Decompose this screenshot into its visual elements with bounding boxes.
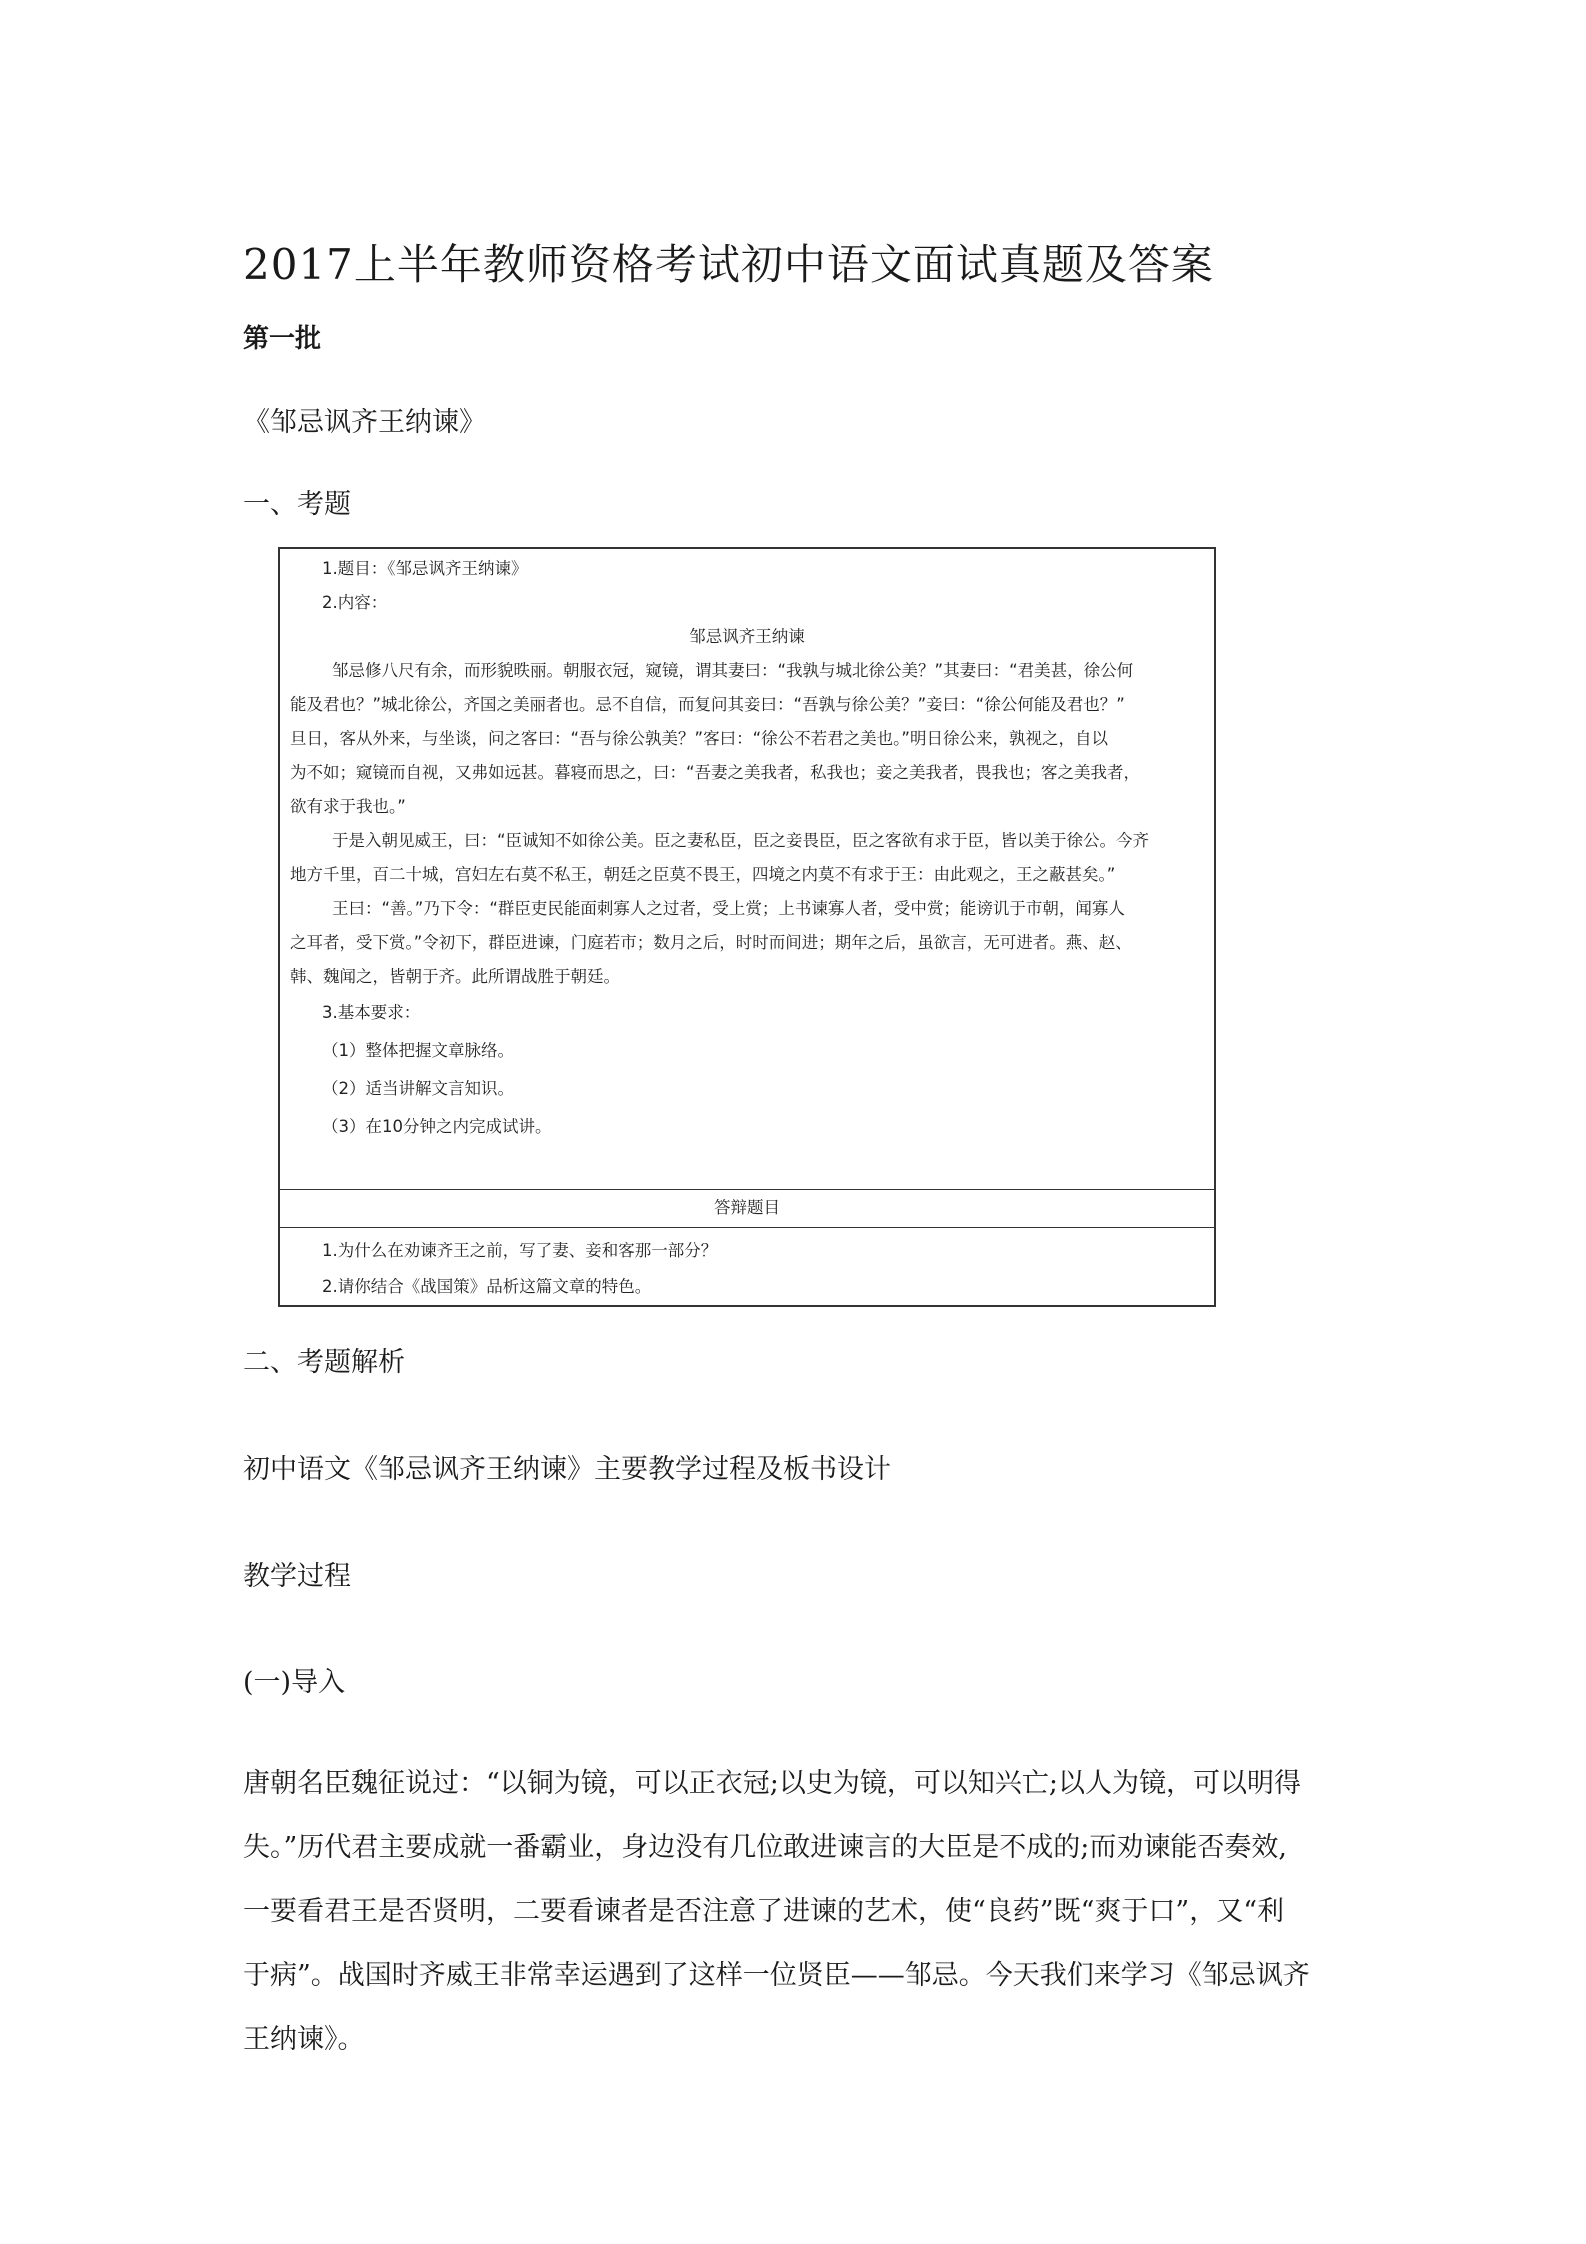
batch-label: 第一批 (243, 324, 322, 354)
passage-line: 之耳者，受下赏。”令初下，群臣进谏，门庭若市；数月之后，时时而间进；期年之后，虽欲言，无可进者。燕、赵、 (290, 933, 1132, 952)
lesson-title: 《邹忌讽齐王纳谏》 (243, 407, 486, 438)
answer-questions-cell (280, 1229, 1214, 1307)
analysis-heading: 初中语文《邹忌讽齐王纳谏》主要教学过程及板书设计 (243, 1454, 891, 1485)
passage-line: 邹忌修八尺有余，而形貌昳丽。朝服衣冠，窥镜，谓其妻曰：“我孰与城北徐公美？”其妻曰：“君美甚，徐公何 (332, 661, 1134, 680)
passage-line: 地方千里，百二十城，宫妇左右莫不私王，朝廷之臣莫不畏王，四境之内莫不有求于王：由此观之，王之蔽甚矣。” (290, 865, 1116, 884)
paragraph-line: 唐朝名臣魏征说过：“以铜为镜，可以正衣冠;以史为镜，可以知兴亡;以人为镜，可以明得 (243, 1768, 1301, 1799)
passage-title: 邹忌讽齐王纳谏 (689, 627, 805, 646)
answer-question: 2.请你结合《战国策》品析这篇文章的特色。 (322, 1277, 652, 1296)
process-heading: 教学过程 (243, 1561, 351, 1592)
paragraph-line: 于病”。战国时齐威王非常幸运遇到了这样一位贤臣——邹忌。今天我们来学习《邹忌讽齐 (243, 1960, 1310, 1991)
section-heading-questions: 一、考题 (243, 489, 351, 520)
exam-item-requirements: 3.基本要求： (322, 1003, 421, 1022)
intro-heading: (一)导入 (243, 1667, 346, 1698)
intro-paragraph (243, 1752, 1353, 2072)
paragraph-line: 一要看君王是否贤明，二要看谏者是否注意了进谏的艺术，使“良药”既“爽于口”，又“利 (243, 1896, 1285, 1927)
passage-line: 为不如；窥镜而自视，又弗如远甚。暮寝而思之，曰：“吾妻之美我者，私我也；妾之美我者，畏我也；客之美我者， (290, 763, 1141, 782)
answer-question: 1.为什么在劝谏齐王之前，写了妻、妾和客那一部分？ (322, 1241, 718, 1260)
requirement-item: （1）整体把握文章脉络。 (322, 1041, 514, 1060)
exam-question-box (278, 547, 1216, 1307)
exam-item-topic: 1.题目：《邹忌讽齐王纳谏》 (322, 559, 528, 578)
passage-line: 于是入朝见威王，曰：“臣诚知不如徐公美。臣之妻私臣，臣之妾畏臣，臣之客欲有求于臣，皆以美于徐公。今齐 (332, 831, 1150, 850)
passage-line: 旦日，客从外来，与坐谈，问之客曰：“吾与徐公孰美？”客曰：“徐公不若君之美也。”明日徐公来，孰视之，自以 (290, 729, 1108, 748)
section-heading-analysis: 二、考题解析 (243, 1347, 405, 1378)
paragraph-line: 失。”历代君主要成就一番霸业，身边没有几位敢进谏言的大臣是不成的;而劝谏能否奏效, (243, 1832, 1287, 1863)
passage-line: 王曰：“善。”乃下令：“群臣吏民能面刺寡人之过者，受上赏；上书谏寡人者，受中赏；能谤讥于市朝，闻寡人 (332, 899, 1125, 918)
requirement-item: （3）在10分钟之内完成试讲。 (322, 1117, 552, 1136)
paragraph-line: 王纳谏》。 (243, 2024, 365, 2055)
document-title: 2017上半年教师资格考试初中语文面试真题及答案 (243, 240, 1214, 289)
passage-line: 韩、魏闻之，皆朝于齐。此所谓战胜于朝廷。 (290, 967, 620, 986)
passage-line: 欲有求于我也。” (290, 797, 406, 816)
passage-line: 能及君也？”城北徐公，齐国之美丽者也。忌不自信，而复问其妾曰：“吾孰与徐公美？”妾曰：“徐公何能及君也？” (290, 695, 1125, 714)
exam-item-content: 2.内容： (322, 593, 388, 612)
answer-questions-header: 答辩题目 (280, 1189, 1214, 1228)
requirement-item: （2）适当讲解文言知识。 (322, 1079, 514, 1098)
exam-content-cell (280, 549, 1214, 1190)
